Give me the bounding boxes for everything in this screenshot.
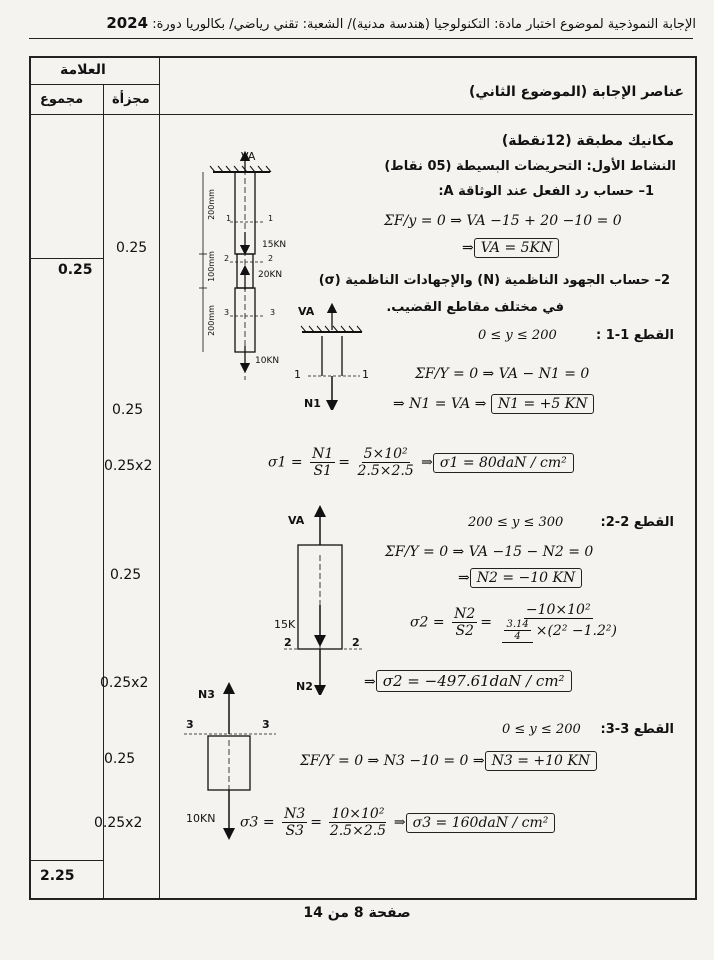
total-rule-2 — [29, 860, 103, 861]
main-f10-label: 10KN — [255, 356, 280, 366]
activity-title: النشاط الأول: التحريضات البسيطة (05 نقاط) — [384, 159, 676, 174]
total-rule-1 — [29, 258, 103, 259]
cut-2-equation: ΣF/Y = 0 ⇒ VA −15 − N2 = 0 — [385, 544, 594, 560]
sigma-2-num2: −10×10² — [525, 602, 591, 618]
page-number: صفحة 8 من 14 — [303, 905, 411, 921]
grade-2: 0.25 — [112, 402, 144, 418]
cut-3-sec-right: 3 — [262, 718, 270, 731]
question-1: 1– حساب رد الفعل عند الوثاقة A: — [438, 184, 654, 199]
cut-1-label: القطع 1-1 : — [596, 328, 674, 343]
sigma-3-num: N3 — [284, 806, 306, 822]
grade-5: 0.25x2 — [100, 675, 149, 691]
sigma-3-den2: 2.5×2.5 — [329, 823, 387, 839]
sigma-2-num: N2 — [454, 606, 476, 622]
dim-200-bottom: 200mm — [206, 305, 216, 336]
col-total: مجموع — [40, 92, 84, 107]
dim-100: 100mm — [206, 251, 216, 282]
col-partial: مجزأة — [112, 92, 150, 107]
grand-total: 2.25 — [40, 868, 75, 884]
sigma-1-num2: 5×10² — [363, 446, 408, 462]
grade-1-total: 0.25 — [58, 262, 93, 278]
content-header: عناصر الإجابة (الموضوع الثاني) — [468, 84, 684, 100]
cut-2-diagram — [280, 505, 370, 695]
sigma-3-lhs: σ3 = — [240, 814, 275, 831]
cut-1-va-label: VA — [298, 305, 315, 318]
header-row-rule — [29, 114, 693, 115]
cut-3-n3-label: N3 — [198, 688, 215, 701]
sigma-2-lhs: σ2 = — [410, 614, 445, 631]
page-header — [106, 14, 696, 32]
main-sec1-left: 1 — [226, 214, 232, 223]
grade-7: 0.25x2 — [94, 815, 143, 831]
result-sigma-3: σ3 = 160daN / cm² — [406, 813, 556, 833]
result-n2: N2 = −10 KN — [470, 568, 583, 588]
cut-2-range: 200 ≤ y ≤ 300 — [468, 515, 564, 530]
header-year: 2024 — [106, 14, 149, 32]
cut-3-f10-label: 10KN — [186, 812, 216, 825]
cut-1-sec-right: 1 — [362, 368, 369, 381]
grade-column-divider — [159, 56, 160, 898]
grade-1: 0.25 — [116, 240, 148, 256]
cut-3-label: القطع 3-3: — [600, 722, 674, 737]
sigma-2-den2-b: 4 — [514, 631, 521, 642]
grade-header-rule — [29, 84, 159, 85]
result-n1: N1 = +5 KN — [491, 394, 595, 414]
grade-3: 0.25x2 — [104, 458, 153, 474]
result-sigma-1: σ1 = 80daN / cm² — [433, 453, 574, 473]
main-sec3-right: 3 — [270, 308, 276, 317]
sigma-3-den: S3 — [285, 823, 304, 839]
grade-6: 0.25 — [104, 751, 136, 767]
grade-header: العلامة — [60, 62, 106, 78]
result-n3: N3 = +10 KN — [485, 751, 598, 771]
header-rule — [29, 38, 693, 39]
grade-4: 0.25 — [110, 567, 142, 583]
main-f15-label: 15KN — [262, 240, 287, 250]
sigma-1-den2: 2.5×2.5 — [357, 463, 414, 479]
cut-1-sec-left: 1 — [294, 368, 301, 381]
cut-2-va-label: VA — [288, 514, 305, 527]
question-2-line1: 2– حساب الجهود الناظمية (N) والإجهادات الناظمية (σ) — [318, 273, 670, 288]
cut-2-f15-label: 15K — [274, 618, 296, 631]
sigma-1-num: N1 — [312, 446, 334, 462]
subgrade-divider — [103, 84, 104, 898]
cut-2-sec-left: 2 — [284, 636, 292, 649]
cut-2-label: القطع 2-2: — [600, 515, 674, 530]
section-title: مكانيك مطبقة (12نقطة) — [501, 133, 674, 149]
equilibrium-eq-1: ΣF/y = 0 ⇒ VA −15 + 20 −10 = 0 — [384, 213, 622, 229]
main-f20-label: 20KN — [258, 270, 283, 280]
main-va-label: VA — [241, 150, 256, 163]
sigma-1-den: S1 — [313, 463, 332, 479]
sigma-2-den: S2 — [455, 623, 474, 639]
sigma-2-den2-c: ×(2² −1.2²) — [535, 623, 617, 639]
sigma-1-lhs: σ1 = — [268, 454, 303, 471]
cut-1-range: 0 ≤ y ≤ 200 — [478, 328, 557, 343]
cut-1-step: ⇒ N1 = VA ⇒ — [393, 396, 487, 412]
main-sec2-right: 2 — [268, 254, 274, 263]
question-2-line2: في مختلف مقاطع القضيب. — [386, 300, 564, 315]
sigma-3-num2: 10×10² — [331, 806, 385, 822]
sigma-2-den2-a: 3.14 — [506, 619, 529, 630]
cut-1-n1-label: N1 — [304, 397, 321, 410]
header-title: الإجابة النموذجية لموضوع اختبار مادة: التكنولوجيا (هندسة مدنية)/ الشعبة: تقني رياضي/ بكالوريا دورة: — [152, 17, 696, 32]
main-sec1-right: 1 — [268, 214, 274, 223]
main-sec3-left: 3 — [224, 308, 230, 317]
cut-3-sec-left: 3 — [186, 718, 194, 731]
cut-3-range: 0 ≤ y ≤ 200 — [502, 722, 581, 737]
cut-1-equation: ΣF/Y = 0 ⇒ VA − N1 = 0 — [415, 366, 590, 382]
result-sigma-2: σ2 = −497.61daN / cm² — [376, 670, 572, 692]
cut-2-sec-right: 2 — [352, 636, 360, 649]
dim-200-top: 200mm — [206, 189, 216, 220]
cut-3-equation: ΣF/Y = 0 ⇒ N3 −10 = 0 ⇒ — [300, 753, 485, 769]
main-sec2-left: 2 — [224, 254, 230, 263]
result-va: VA = 5KN — [474, 238, 560, 258]
cut-2-n2-label: N2 — [296, 680, 313, 693]
